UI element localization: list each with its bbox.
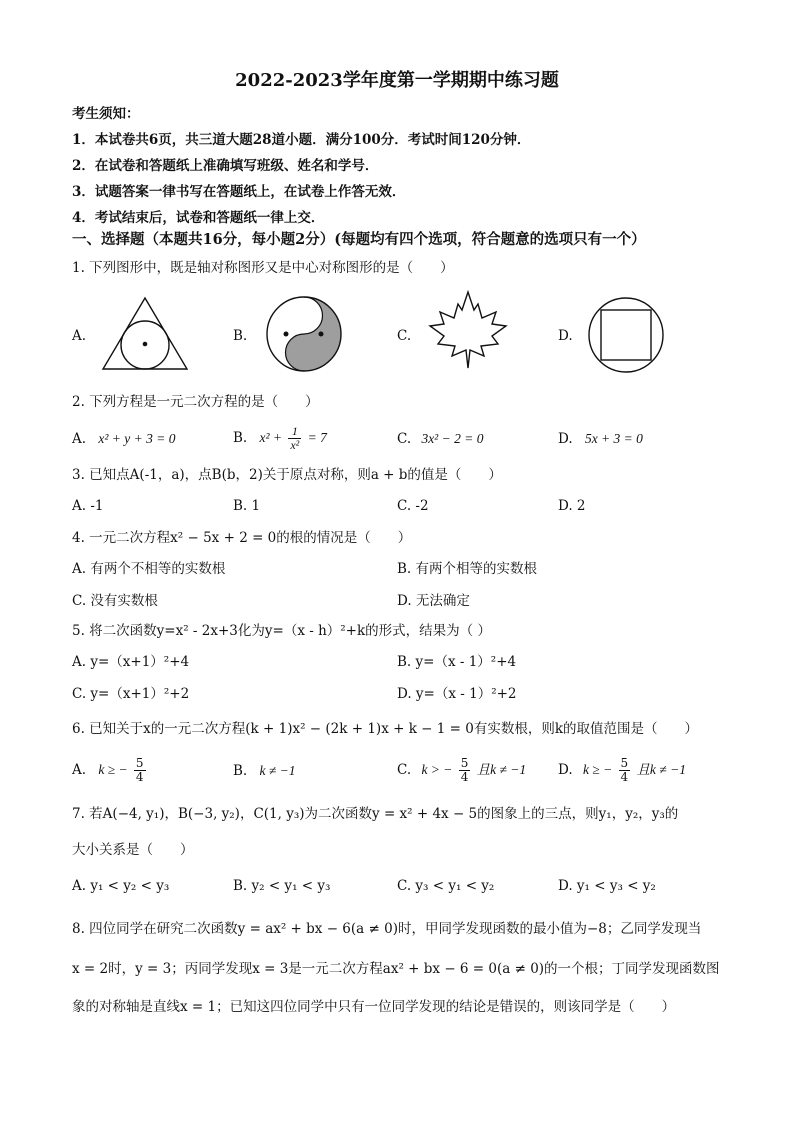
q4-option-d: D. 无法确定 — [397, 593, 470, 609]
question-4-stem: 4. 一元二次方程x² − 5x + 2 = 0的根的情况是（ ） — [72, 530, 412, 546]
option-label: B. — [233, 763, 248, 779]
q2-option-a — [72, 430, 175, 448]
q4-option-a: A. 有两个不相等的实数根 — [72, 561, 226, 577]
notice-2: 2．在试卷和答题纸上准确填写班级、姓名和学号． — [72, 158, 379, 174]
q1-option-d-label: D. — [558, 328, 573, 344]
section-heading-choice: 一、选择题（本题共16分，每小题2分）(每题均有四个选项，符合题意的选项只有一个） — [72, 231, 646, 248]
fraction-denominator: 4 — [460, 770, 469, 784]
q7-option-d: D. y₁ < y₃ < y₂ — [558, 878, 656, 894]
option-expression: x² + y + 3 = 0 — [98, 431, 176, 446]
fraction-numerator: 5 — [460, 756, 469, 770]
question-6-stem: 6. 已知关于x的一元二次方程(k + 1)x² − (2k + 1)x + k − 1 = 0有实数根，则k的取值范围是（ ） — [72, 721, 699, 737]
q7-option-b: B. y₂ < y₁ < y₃ — [233, 878, 331, 894]
option-expression: 5x + 3 = 0 — [584, 431, 643, 446]
option-expression-suffix: = 7 — [307, 430, 327, 445]
q5-option-a: A. y=（x+1）²+4 — [72, 654, 190, 670]
option-expression-suffix: 且k ≠ −1 — [636, 762, 686, 777]
q3-option-a: A. -1 — [72, 498, 104, 514]
yin-yang-figure — [262, 296, 346, 372]
question-8-line2: x = 2时，y = 3；丙同学发现x = 3是一元二次方程ax² + bx − 6 = 0(a ≠ 0)的一个根；丁同学发现函数图 — [72, 961, 720, 977]
notice-3: 3．试题答案一律书写在答题纸上，在试卷上作答无效． — [72, 184, 406, 200]
q2-option-c — [397, 430, 483, 448]
q5-option-d: D. y=（x - 1）²+2 — [397, 686, 517, 702]
fraction-numerator: 5 — [135, 756, 144, 770]
q2-option-d — [558, 430, 643, 448]
option-label: A. — [72, 762, 87, 778]
option-label: B. — [233, 430, 248, 446]
fraction-denominator: x² — [290, 438, 300, 452]
fraction-denominator: 4 — [620, 770, 629, 784]
fraction — [619, 757, 631, 784]
question-1-stem: 1. 下列图形中，既是轴对称图形又是中心对称图形的是（ ） — [72, 260, 454, 276]
option-label: C. — [397, 762, 412, 778]
option-expression-prefix: x² + — [259, 430, 283, 445]
triangle-incircle-figure — [100, 296, 190, 372]
option-expression-prefix: k ≥ − — [582, 762, 613, 777]
q3-option-d: D. 2 — [558, 498, 586, 514]
fraction-numerator: 1 — [288, 425, 301, 439]
question-3-stem: 3. 已知点A(-1，a)，点B(b，2)关于原点对称，则a + b的值是（ ） — [72, 467, 502, 483]
q6-option-d — [558, 750, 686, 790]
option-expression-prefix: k > − — [421, 762, 453, 777]
option-label: A. — [72, 431, 87, 447]
q6-option-b — [233, 762, 296, 780]
q7-option-c: C. y₃ < y₁ < y₂ — [397, 878, 495, 894]
fraction — [134, 757, 146, 784]
question-7-stem-line1: 7. 若A(−4, y₁)，B(−3, y₂)，C(1, y₃)为二次函数y = x² + 4x − 5的图象上的三点，则y₁，y₂，y₃的 — [72, 806, 679, 822]
fraction — [459, 757, 471, 784]
question-7-stem-line2: 大小关系是（ ） — [72, 842, 194, 858]
option-label: D. — [558, 762, 573, 778]
q5-option-c: C. y=（x+1）²+2 — [72, 686, 190, 702]
q2-option-b — [233, 418, 327, 458]
q6-option-a — [72, 750, 148, 790]
q4-option-b: B. 有两个相等的实数根 — [397, 561, 538, 577]
option-label: C. — [397, 431, 412, 447]
notice-4: 4．考试结束后，试卷和答题纸一律上交． — [72, 210, 325, 226]
question-5-stem: 5. 将二次函数y=x² - 2x+3化为y=（x - h）²+k的形式，结果为（ ） — [72, 623, 491, 639]
fraction — [288, 425, 301, 452]
option-expression: k ≠ −1 — [259, 763, 296, 778]
question-8-line3: 象的对称轴是直线x = 1；已知这四位同学中只有一位同学发现的结论是错误的，则该同学是（ ） — [72, 999, 676, 1015]
notice-heading: 考生须知： — [72, 106, 140, 122]
question-8-line1: 8. 四位同学在研究二次函数y = ax² + bx − 6(a ≠ 0)时，甲同学发现函数的最小值为−8；乙同学发现当 — [72, 921, 702, 937]
q3-option-b: B. 1 — [233, 498, 261, 514]
q6-option-c — [397, 750, 526, 790]
fraction-numerator: 5 — [620, 756, 629, 770]
option-label: D. — [558, 431, 573, 447]
q7-option-a: A. y₁ < y₂ < y₃ — [72, 878, 170, 894]
q1-option-a-label: A. — [72, 328, 87, 344]
square-in-circle-figure — [586, 296, 666, 374]
fraction-denominator: 4 — [135, 770, 144, 784]
maple-leaf-figure — [422, 290, 514, 374]
option-expression-prefix: k ≥ − — [98, 762, 128, 777]
question-2-stem: 2. 下列方程是一元二次方程的是（ ） — [72, 394, 319, 410]
q1-option-b-label: B. — [233, 328, 248, 344]
option-expression: 3x² − 2 = 0 — [421, 431, 484, 446]
page-title: 2022-2023学年度第一学期期中练习题 — [235, 70, 559, 91]
option-expression-suffix: 且k ≠ −1 — [476, 762, 527, 777]
q4-option-c: C. 没有实数根 — [72, 593, 158, 609]
q5-option-b: B. y=（x - 1）²+4 — [397, 654, 517, 670]
notice-1: 1．本试卷共6页，共三道大题28道小题．满分100分．考试时间120分钟． — [72, 132, 531, 148]
q1-option-c-label: C. — [397, 328, 412, 344]
q3-option-c: C. -2 — [397, 498, 429, 514]
